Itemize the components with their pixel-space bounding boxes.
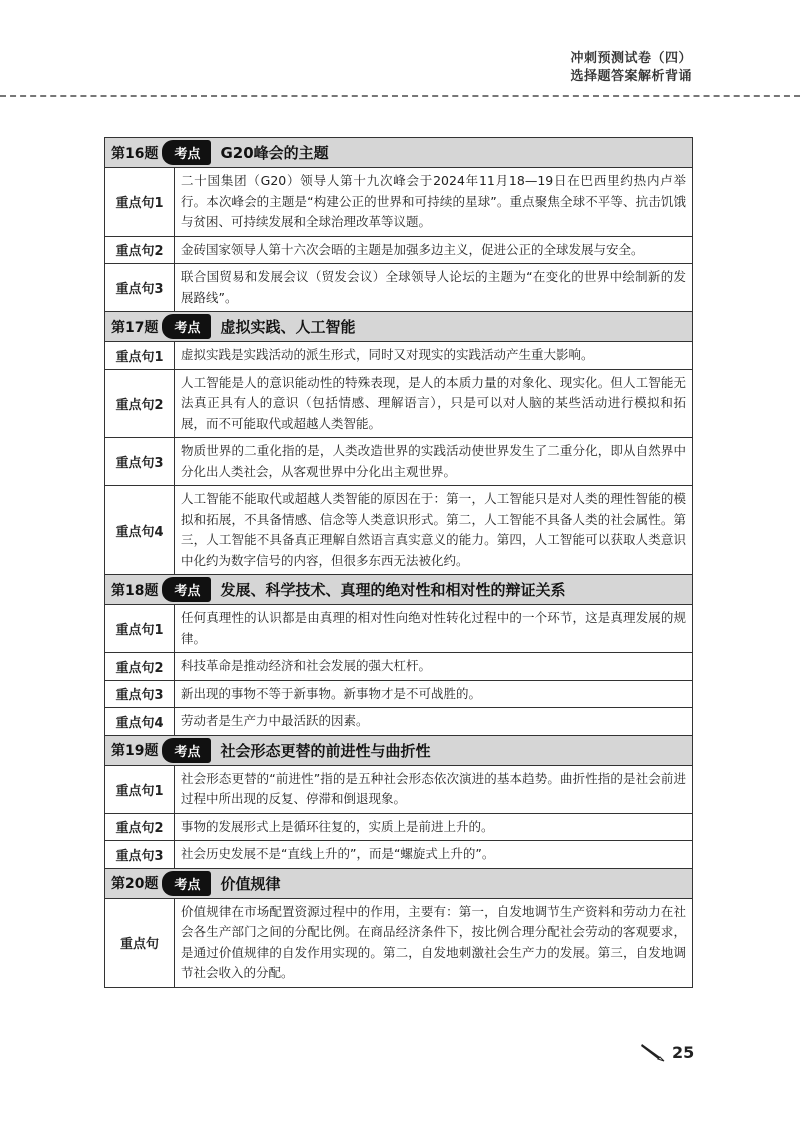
key-sentence-text: 新出现的事物不等于新事物。新事物才是不可战胜的。	[175, 680, 693, 708]
key-sentence-row	[105, 841, 693, 869]
key-sentence-text: 物质世界的二重化指的是，人类改造世界的实践活动使世界发生了二重分化，即从自然界中分化出人类社会，从客观世界中分化出主观世界。	[175, 438, 693, 486]
key-sentence-text: 社会历史发展不是“直线上升的”，而是“螺旋式上升的”。	[175, 841, 693, 869]
section-header-cell	[105, 868, 693, 898]
section-header-cell	[105, 735, 693, 765]
key-sentence-label: 重点句2	[105, 653, 175, 681]
section-header-cell	[105, 138, 693, 168]
section-title: 价值规律	[220, 874, 281, 893]
key-sentence-row	[105, 898, 693, 987]
section-title: 社会形态更替的前进性与曲折性	[220, 741, 431, 760]
key-sentence-text: 二十国集团（G20）领导人第十九次峰会于2024年11月18—19日在巴西里约热内卢举行。本次峰会的主题是“构建公正的世界和可持续的星球”。重点聚焦全球不平等、抗击饥饿与贫困、可持续发展和全球治理改革等议题。	[175, 168, 693, 237]
key-sentence-row	[105, 264, 693, 312]
section-title: 发展、科学技术、真理的绝对性和相对性的辩证关系	[220, 581, 566, 599]
key-sentence-text: 人工智能不能取代或超越人类智能的原因在于：第一，人工智能只是对人类的理性智能的模拟和拓展，不具备情感、信念等人类意识形式。第二，人工智能不具备人类的社会属性。第三，人工智能不具备真正理解自然语言真实意义的能力。第四，人工智能可以获取人类意识中化约为数字信号的内容，但很多东西无法被化约。	[175, 486, 693, 575]
key-sentence-row	[105, 236, 693, 264]
key-sentence-text: 社会形态更替的“前进性”指的是五种社会形态依次演进的基本趋势。曲折性指的是社会前进过程中所出现的反复、停滞和倒退现象。	[175, 765, 693, 813]
section-header-cell	[105, 575, 693, 605]
key-sentence-text: 价值规律在市场配置资源过程中的作用，主要有：第一，自发地调节生产资料和劳动力在社会各生产部门之间的分配比例。在商品经济条件下，按比例合理分配社会劳动的客观要求，是通过价值规律的自发作用实现的。第二，自发地刺激社会生产力的发展。第三，自发地调节社会收入的分配。	[175, 898, 693, 987]
section-header-cell	[105, 312, 693, 342]
key-sentence-row	[105, 486, 693, 575]
key-sentence-label: 重点句1	[105, 605, 175, 653]
key-sentence-text: 事物的发展形式上是循环往复的，实质上是前进上升的。	[175, 813, 693, 841]
page-number: 25	[672, 1042, 695, 1062]
answer-table-wrapper	[104, 137, 693, 988]
section-title: G20峰会的主题	[220, 144, 329, 162]
key-sentence-row	[105, 438, 693, 486]
answer-table	[104, 137, 693, 988]
key-sentence-row	[105, 369, 693, 438]
question-number: 第16题	[111, 145, 159, 162]
key-sentence-label: 重点句2	[105, 813, 175, 841]
key-sentence-label: 重点句3	[105, 680, 175, 708]
key-sentence-label: 重点句3	[105, 438, 175, 486]
key-sentence-label: 重点句3	[105, 264, 175, 312]
question-number: 第19题	[111, 743, 159, 759]
key-sentence-label: 重点句2	[105, 369, 175, 438]
question-number: 第20题	[111, 876, 159, 892]
key-sentence-row	[105, 813, 693, 841]
page-header	[570, 50, 692, 86]
key-sentence-text: 劳动者是生产力中最活跃的因素。	[175, 708, 693, 736]
key-sentence-row	[105, 605, 693, 653]
section-header	[105, 312, 693, 342]
kaodian-badge: 考点	[162, 314, 210, 339]
page-footer	[640, 1042, 694, 1062]
section-header	[105, 868, 693, 898]
pen-icon	[640, 1042, 666, 1062]
kaodian-badge: 考点	[162, 577, 210, 602]
key-sentence-label: 重点句1	[105, 168, 175, 237]
key-sentence-label: 重点句4	[105, 486, 175, 575]
key-sentence-row	[105, 342, 693, 370]
kaodian-badge: 考点	[162, 140, 210, 165]
key-sentence-row	[105, 653, 693, 681]
section-header	[105, 735, 693, 765]
key-sentence-row	[105, 765, 693, 813]
key-sentence-text: 科技革命是推动经济和社会发展的强大杠杆。	[175, 653, 693, 681]
header-title: 冲刺预测试卷（四）	[570, 51, 692, 66]
key-sentence-text: 联合国贸易和发展会议（贸发会议）全球领导人论坛的主题为“在变化的世界中绘制新的发展路线”。	[175, 264, 693, 312]
key-sentence-label: 重点句4	[105, 708, 175, 736]
section-title: 虚拟实践、人工智能	[220, 318, 356, 336]
key-sentence-label: 重点句2	[105, 236, 175, 264]
key-sentence-row	[105, 708, 693, 736]
header-divider	[0, 95, 800, 97]
key-sentence-label: 重点句1	[105, 765, 175, 813]
key-sentence-row	[105, 680, 693, 708]
key-sentence-label: 重点句1	[105, 342, 175, 370]
question-number: 第18题	[111, 582, 159, 599]
kaodian-badge: 考点	[162, 871, 210, 896]
header-subtitle: 选择题答案解析背诵	[570, 69, 692, 84]
key-sentence-text: 金砖国家领导人第十六次会晤的主题是加强多边主义，促进公正的全球发展与安全。	[175, 236, 693, 264]
key-sentence-text: 虚拟实践是实践活动的派生形式，同时又对现实的实践活动产生重大影响。	[175, 342, 693, 370]
section-header	[105, 138, 693, 168]
key-sentence-label: 重点句	[105, 898, 175, 987]
key-sentence-text: 任何真理性的认识都是由真理的相对性向绝对性转化过程中的一个环节，这是真理发展的规律。	[175, 605, 693, 653]
kaodian-badge: 考点	[162, 738, 210, 763]
key-sentence-row	[105, 168, 693, 237]
question-number: 第17题	[111, 319, 159, 336]
section-header	[105, 575, 693, 605]
key-sentence-text: 人工智能是人的意识能动性的特殊表现，是人的本质力量的对象化、现实化。但人工智能无法真正具有人的意识（包括情感、理解语言），只是可以对人脑的某些活动进行模拟和拓展，而不可能取代或超越人类智能。	[175, 369, 693, 438]
key-sentence-label: 重点句3	[105, 841, 175, 869]
